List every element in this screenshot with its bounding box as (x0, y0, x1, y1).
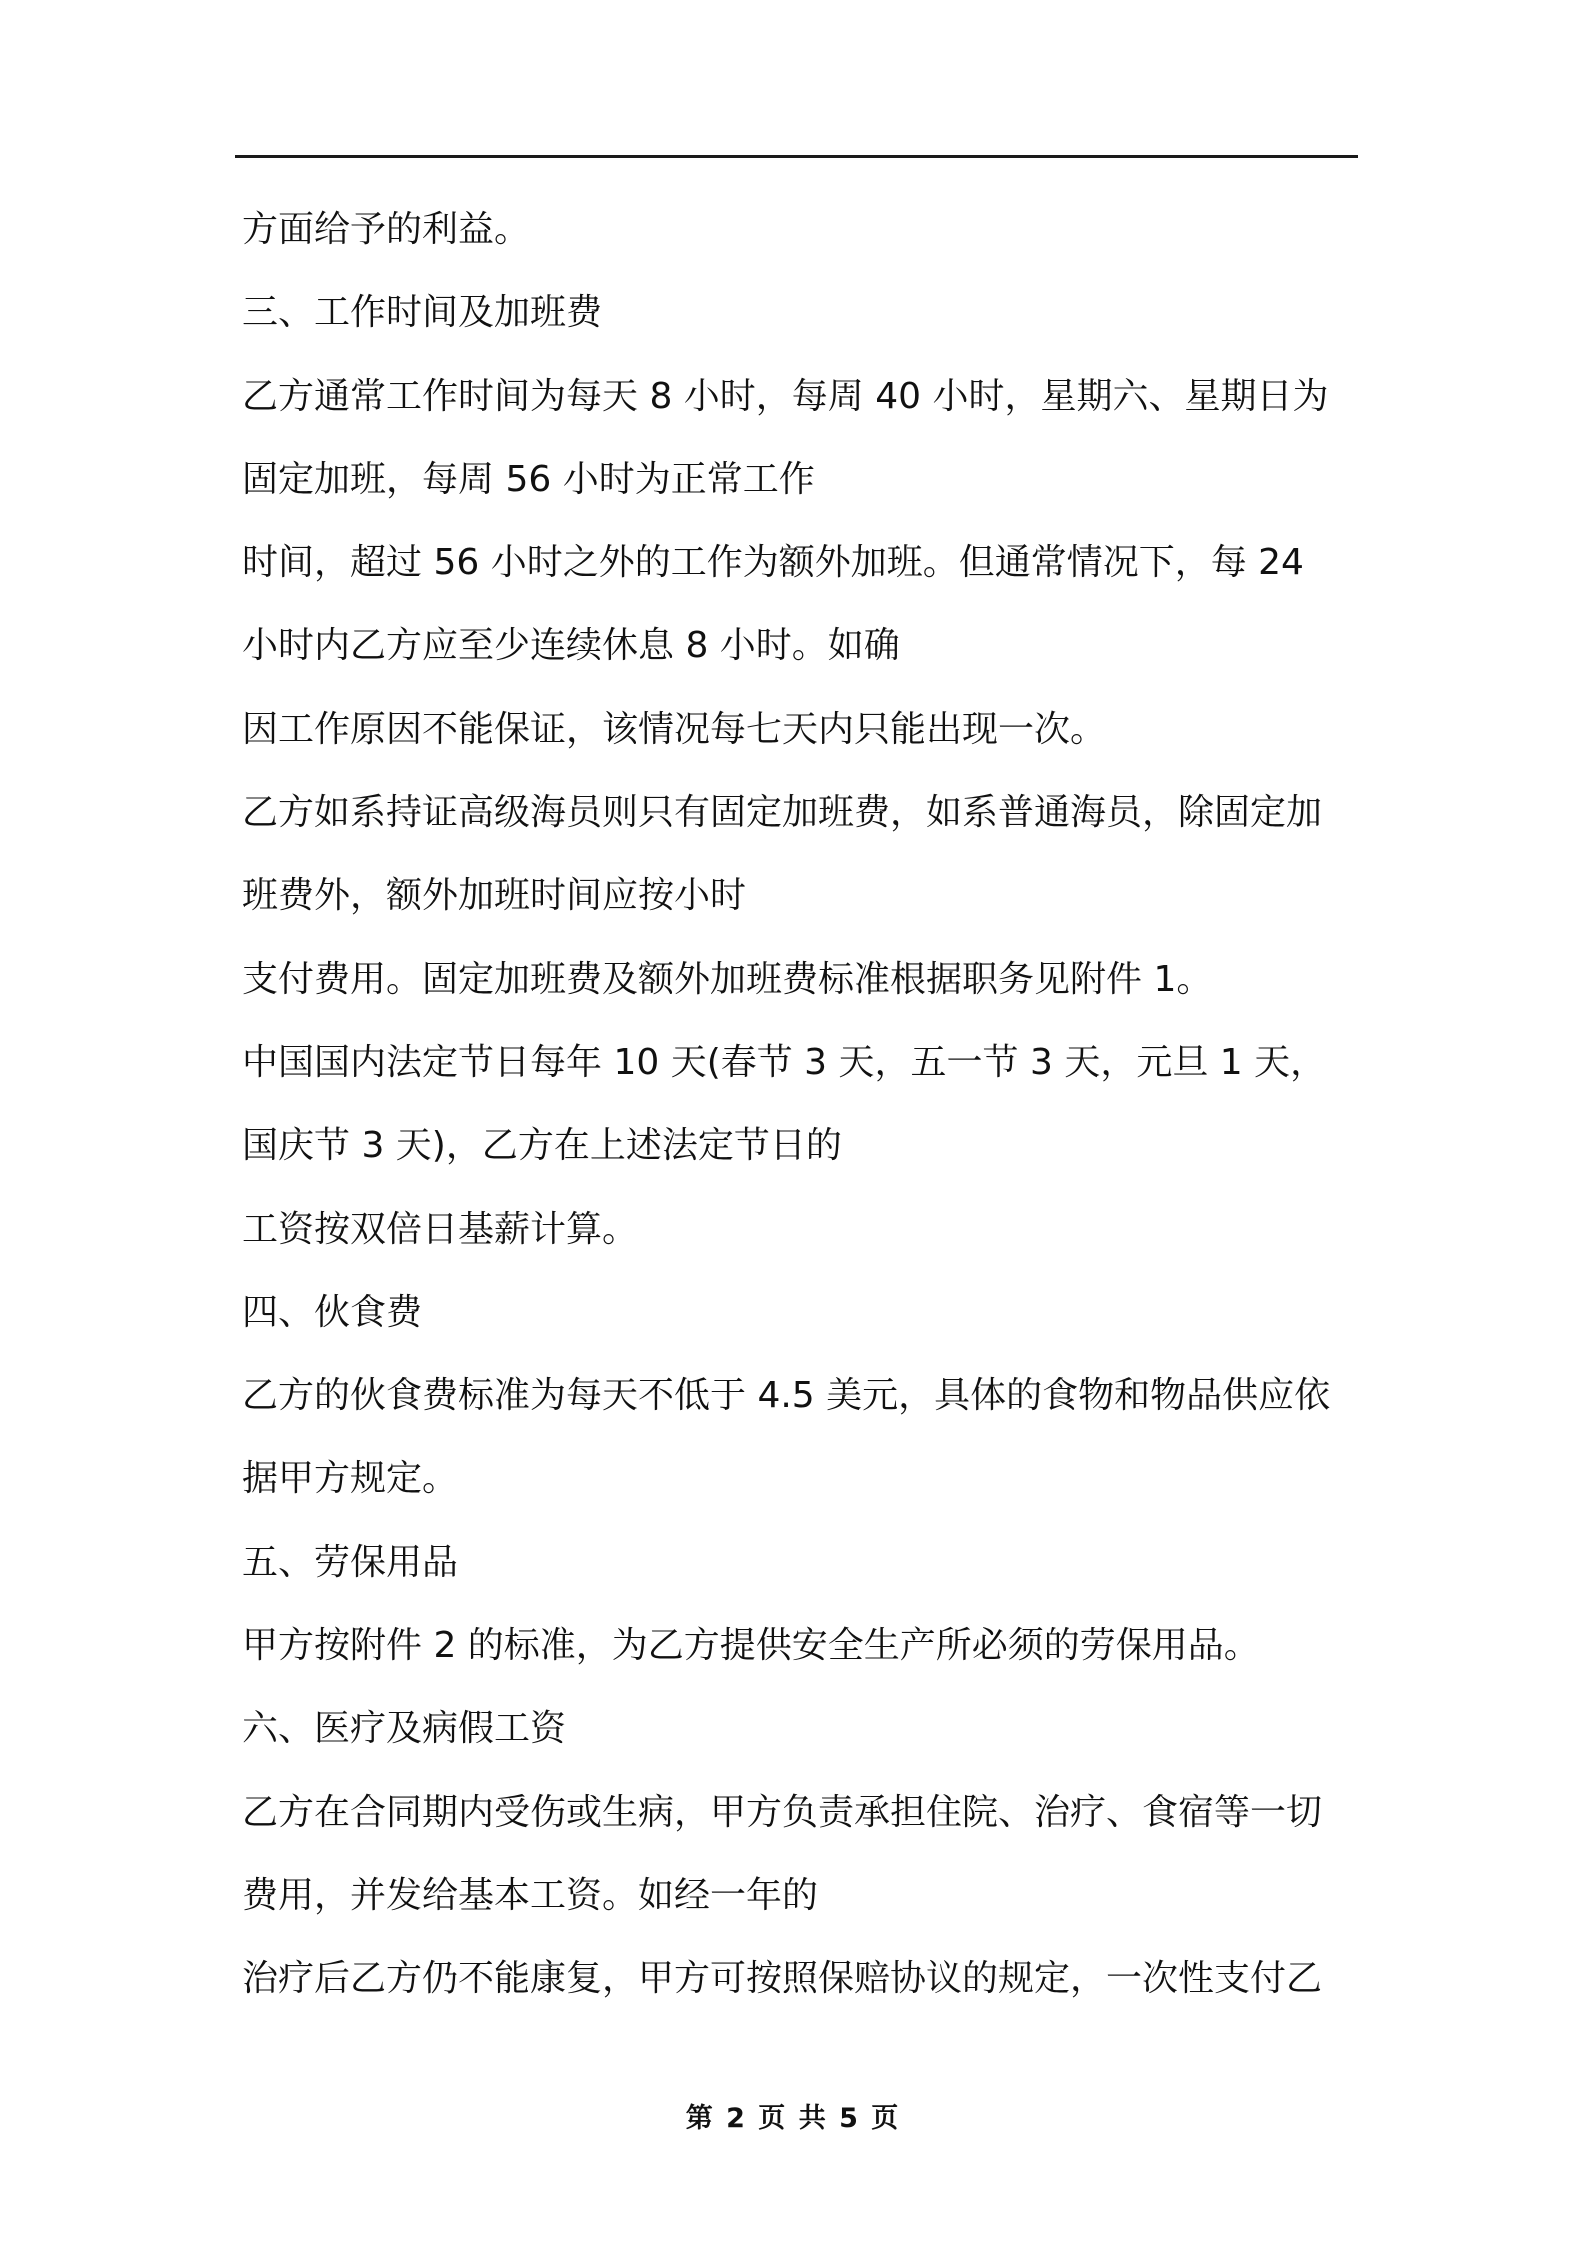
text-line: 工资按双倍日基薪计算。 (242, 1208, 639, 1250)
text-line: 费用，并发给基本工资。如经一年的 (242, 1874, 819, 1916)
header-rule (235, 155, 1358, 158)
section-heading: 四、伙食费 (242, 1291, 423, 1333)
document-body (242, 196, 1367, 2029)
text-line: 乙方如系持证高级海员则只有固定加班费，如系普通海员，除固定加 (242, 792, 1323, 834)
text-line: 固定加班，每周 56 小时为正常工作 (242, 458, 815, 500)
text-line: 班费外，额外加班时间应按小时 (242, 875, 747, 917)
text-line: 乙方在合同期内受伤或生病，甲方负责承担住院、治疗、食宿等一切 (242, 1791, 1323, 1833)
text-line: 小时内乙方应至少连续休息 8 小时。如确 (242, 625, 900, 667)
section-heading: 五、劳保用品 (242, 1541, 459, 1583)
text-line: 方面给予的利益。 (242, 209, 531, 250)
text-line: 乙方通常工作时间为每天 8 小时，每周 40 小时，星期六、星期日为 (242, 375, 1329, 417)
text-line: 治疗后乙方仍不能康复，甲方可按照保赔协议的规定，一次性支付乙 (242, 1958, 1323, 2000)
section-heading: 六、医疗及病假工资 (242, 1708, 567, 1750)
text-line: 时间，超过 56 小时之外的工作为额外加班。但通常情况下，每 24 (242, 542, 1304, 584)
text-line: 乙方的伙食费标准为每天不低于 4.5 美元，具体的食物和物品供应依 (242, 1375, 1331, 1417)
text-line: 中国国内法定节日每年 10 天(春节 3 天，五一节 3 天，元旦 1 天， (242, 1041, 1327, 1083)
text-line: 国庆节 3 天)，乙方在上述法定节日的 (242, 1125, 842, 1167)
section-heading: 三、工作时间及加班费 (242, 292, 603, 334)
text-line: 因工作原因不能保证，该情况每七天内只能出现一次。 (242, 708, 1107, 750)
text-line: 支付费用。固定加班费及额外加班费标准根据职务见附件 1。 (242, 958, 1213, 1000)
text-line: 甲方按附件 2 的标准，为乙方提供安全生产所必须的劳保用品。 (242, 1625, 1260, 1667)
text-line: 据甲方规定。 (242, 1458, 459, 1500)
page-number-footer: 第 2 页 共 5 页 (685, 2103, 901, 2134)
